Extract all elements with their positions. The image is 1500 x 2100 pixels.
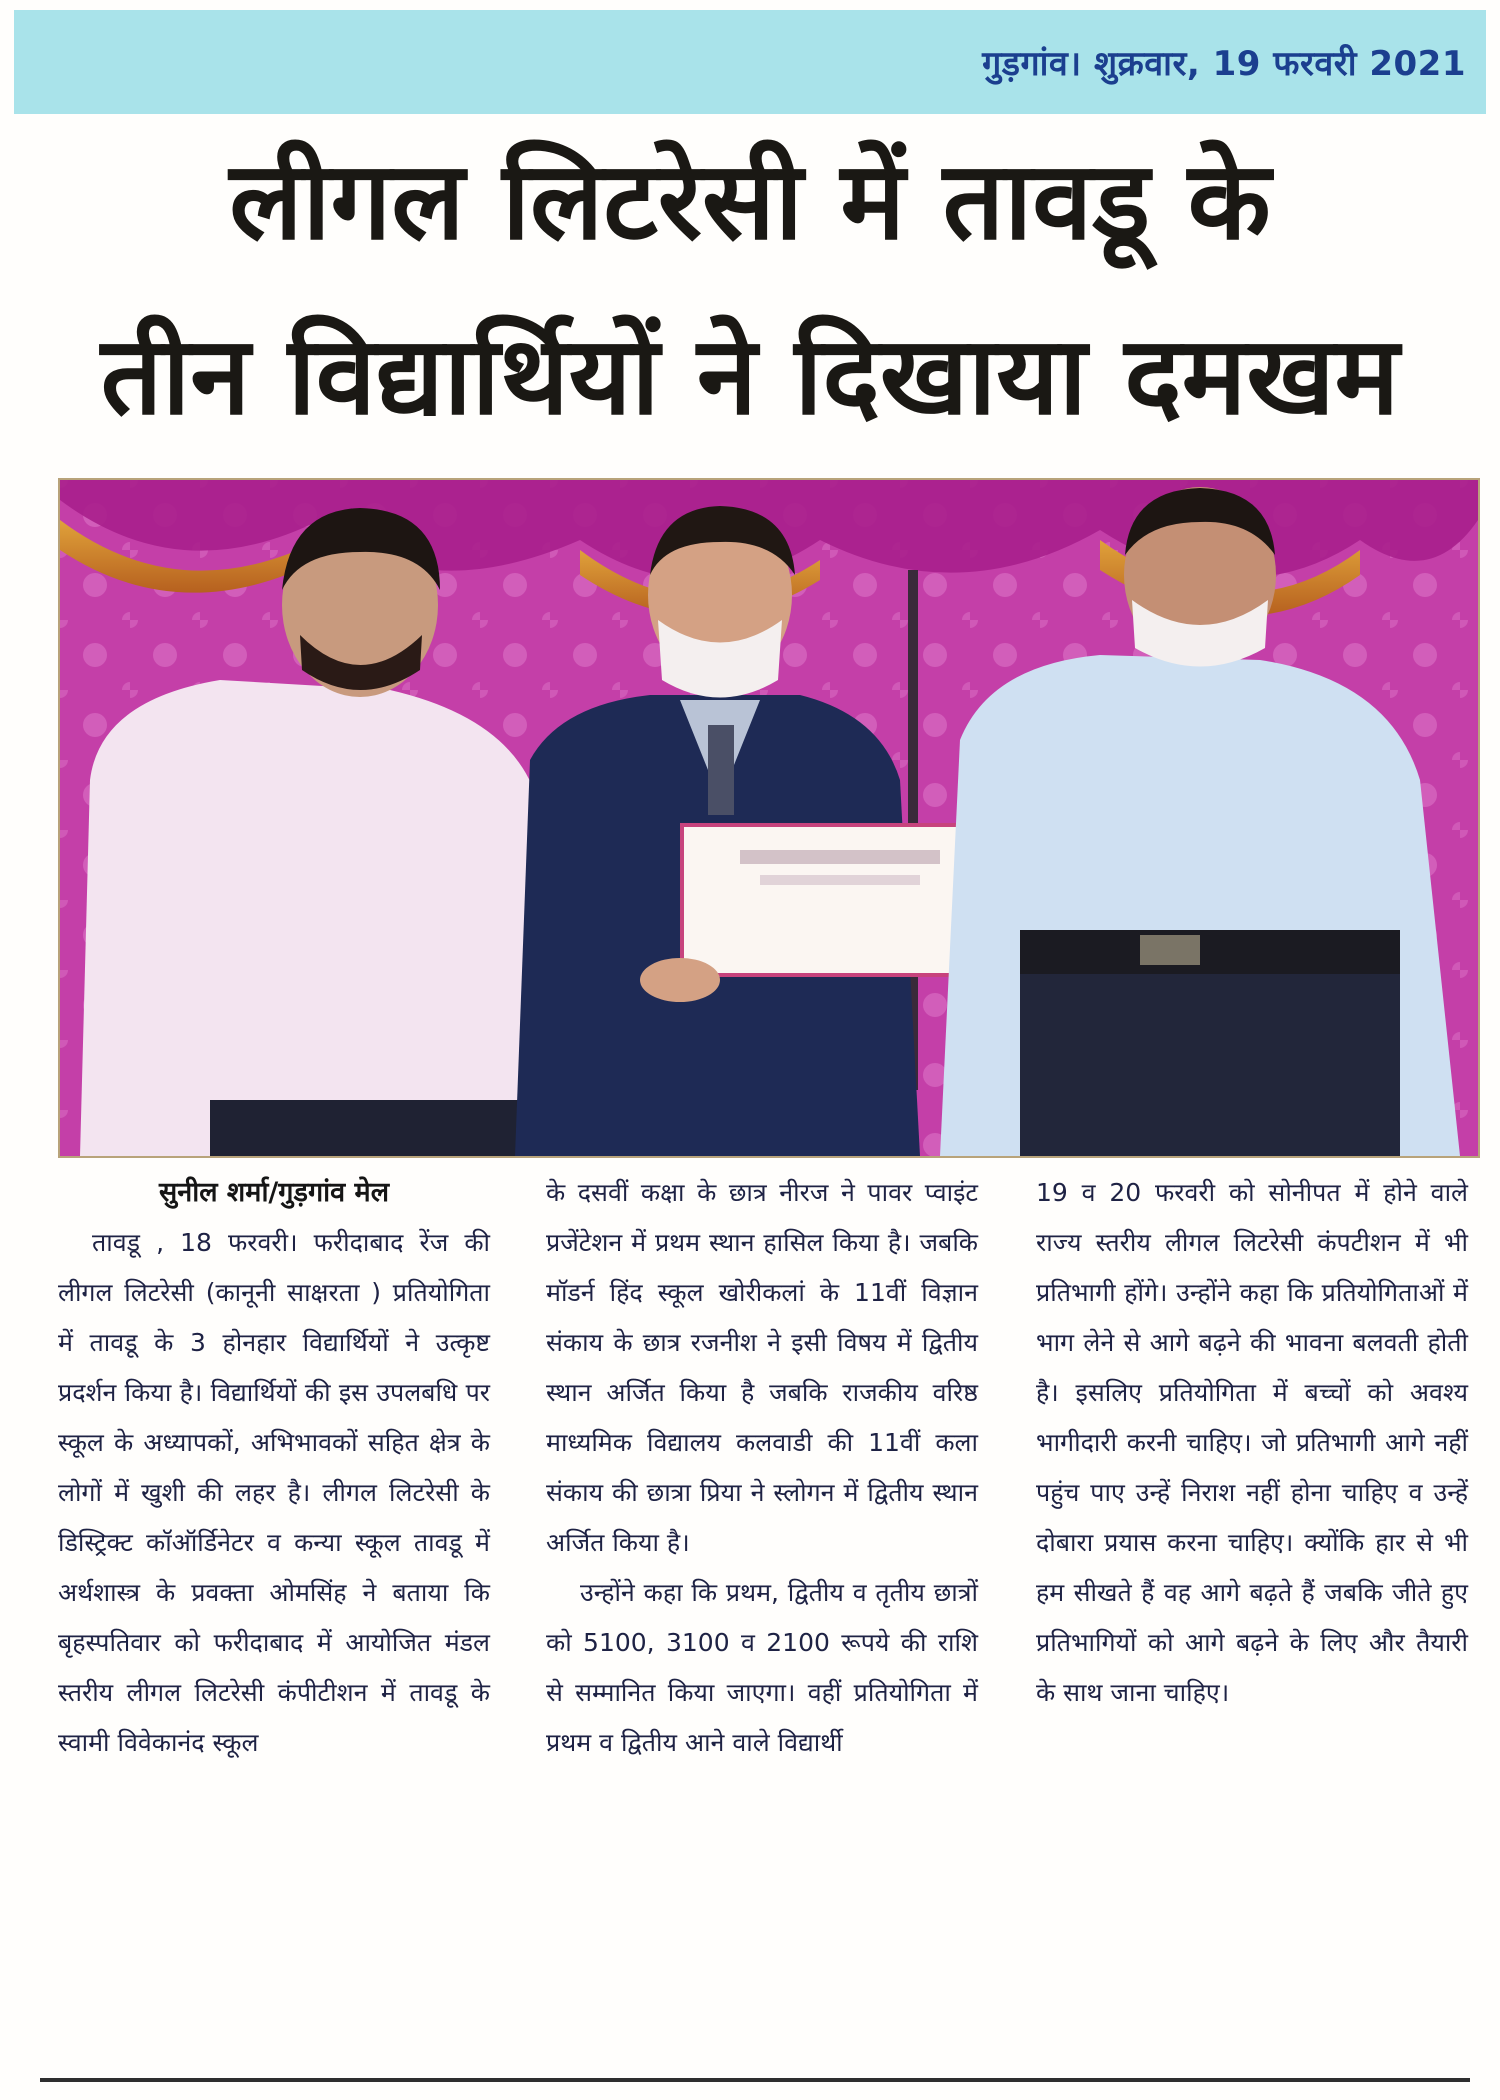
paragraph: उन्होंने कहा कि प्रथम, द्वितीय व तृतीय छात्रों को 5100, 3100 व 2100 रूपये की राशि से सम्मानित किया जाएगा। वहीं प्रतियोगिता में प्रथम व द्वितीय आने वाले विद्यार्थी [546, 1578, 978, 1757]
article-body [58, 1168, 1478, 2064]
article-column-1 [58, 1168, 490, 1768]
paragraph: 19 व 20 फरवरी को सोनीपत में होने वाले राज्य स्तरीय लीगल लिटरेसी कंपटीशन में भी प्रतिभागी होंगे। उन्होंने कहा कि प्रतियोगिताओं में भाग लेने से आगे बढ़ने की भावना बलवती होती है। इसलिए प्रतियोगिता में बच्चों को अवश्य भागीदारी करनी चाहिए। जो प्रतिभागी आगे नहीं पहुंच पाए उन्हें निराश नहीं होना चाहिए व उन्हें दोबारा प्रयास करना चाहिए। क्योंकि हार से भी हम सीखते हैं वह आगे बढ़ते हैं जबकि जीते हुए प्रतिभागियों को आगे बढ़ने के लिए और तैयारी के साथ जाना चाहिए। [1036, 1178, 1468, 1707]
dateline: गुड़गांव। शुक्रवार, 19 फरवरी 2021 [982, 44, 1466, 84]
headline-line-2: तीन विद्यार्थियों ने दिखाया दमखम [100, 314, 1400, 439]
article-column-2 [546, 1168, 978, 1768]
header-band [14, 10, 1486, 114]
paragraph: के दसवीं कक्षा के छात्र नीरज ने पावर प्वाइंट प्रजेंटेशन में प्रथम स्थान हासिल किया है। जबकि मॉडर्न हिंद स्कूल खोरीकलां के 11वीं विज्ञान संकाय के छात्र रजनीश ने इसी विषय में द्वितीय स्थान अर्जित किया है जबकि राजकीय वरिष्ठ माध्यमिक विद्यालय कलवाडी की 11वीं कला संकाय की छात्रा प्रिया ने स्लोगन में द्वितीय स्थान अर्जित किया है। [546, 1178, 978, 1557]
article-column-3 [1036, 1168, 1468, 1718]
headline-line-1: लीगल लिटरेसी में तावडू के [229, 139, 1271, 264]
bottom-rule [40, 2078, 1470, 2082]
paragraph: तावडू , 18 फरवरी। फरीदाबाद रेंज की लीगल लिटरेसी (कानूनी साक्षरता ) प्रतियोगिता में तावडू के 3 होनहार विद्यार्थियों ने उत्कृष्ट प्रदर्शन किया है। विद्यार्थियों की इस उपलबधि पर स्कूल के अध्यापकों, अभिभावकों सहित क्षेत्र के लोगों में खुशी की लहर है। लीगल लिटरेसी के डिस्ट्रिक्ट कॉऑर्डिनेटर व कन्या स्कूल तावडू में अर्थशास्त्र के प्रवक्ता ओमसिंह ने बताया कि बृहस्पतिवार को फरीदाबाद में आयोजित मंडल स्तरीय लीगल लिटरेसी कंपीटीशन में तावडू के स्वामी विवेकानंद स्कूल [58, 1228, 490, 1757]
photo-illustration [60, 480, 1478, 1156]
news-photo [58, 478, 1480, 1158]
byline: सुनील शर्मा/गुड़गांव मेल [159, 1177, 389, 1208]
